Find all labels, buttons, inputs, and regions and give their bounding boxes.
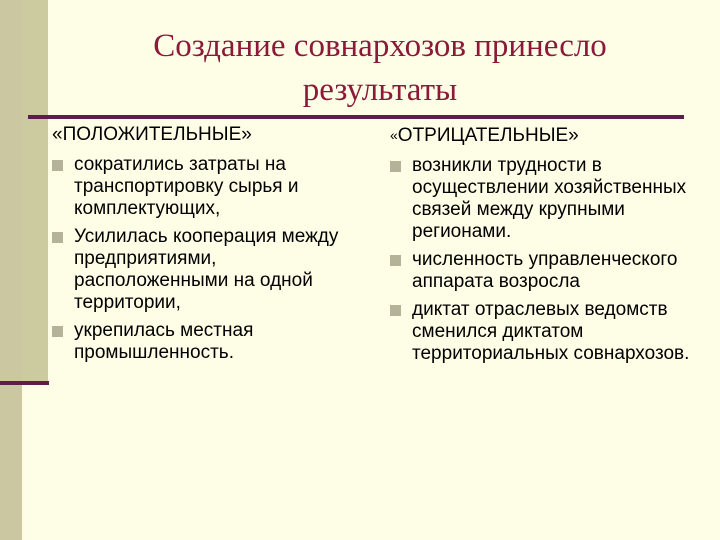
list-item-text: укрепилась местная промышленность. [74,320,254,363]
square-bullet-icon [390,161,401,172]
list-item-text: численность управленческого аппарата возросла [412,249,678,292]
negative-heading [390,124,690,147]
side-band [0,0,22,540]
heading-text: ОТРИЦАТЕЛЬНЫЕ» [397,125,579,146]
list-item-text: диктат отраслевых ведомств сменился диктатом территориальных совнархозов. [412,299,690,364]
square-bullet-icon [52,160,63,171]
list-item-text: Усилилась кооперация между предприятиями, расположенными на одной территории, [74,226,339,313]
list-item [390,155,690,243]
side-band-inner [22,0,48,383]
title-line-1: Создание совнархозов принесло [153,28,607,64]
positive-heading: «ПОЛОЖИТЕЛЬНЫЕ» [52,124,252,145]
list-item [52,226,372,314]
square-bullet-icon [52,326,63,337]
list-item [52,154,372,220]
list-item [52,320,372,364]
list-item [390,299,690,365]
list-item [390,249,690,293]
square-bullet-icon [52,232,63,243]
title-rule [28,115,684,119]
negative-column [390,124,690,371]
list-item-text: сократились затраты на транспортировку сырья и комплектующих, [74,154,299,219]
positive-list [52,154,372,364]
square-bullet-icon [390,255,401,266]
positive-column [52,124,372,370]
square-bullet-icon [390,305,401,316]
slide-title [50,24,710,112]
heading-quote: « [390,127,398,143]
title-line-2: результаты [302,72,458,108]
negative-list [390,155,690,365]
side-rule [0,381,49,385]
list-item-text: возникли трудности в осуществлении хозяйственных связей между крупными регионами. [412,155,687,242]
